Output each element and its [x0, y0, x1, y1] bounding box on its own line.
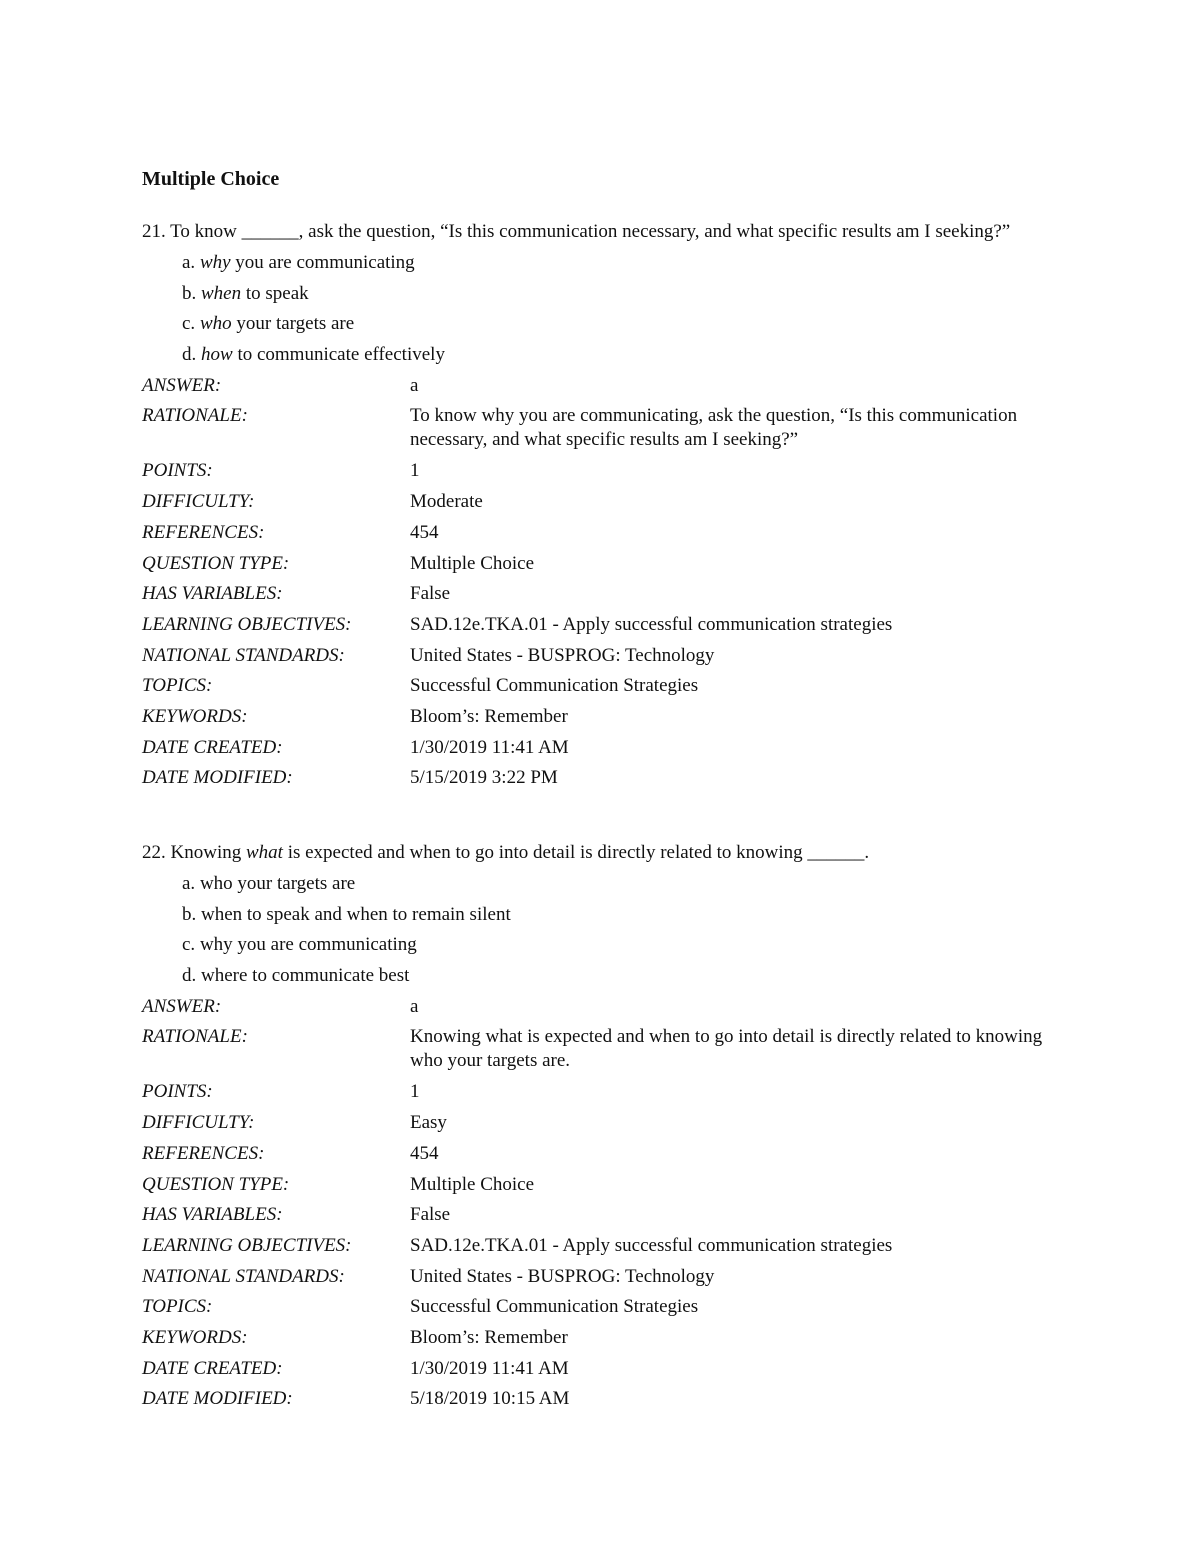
option-letter: c.: [182, 934, 200, 956]
meta-value: Multiple Choice: [410, 1173, 535, 1195]
option-letter: a.: [182, 252, 200, 273]
meta-label: RATIONALE:: [142, 1026, 248, 1048]
meta-rationale: [142, 401, 1062, 456]
meta-label: DATE CREATED:: [142, 1357, 283, 1379]
meta-label: DATE MODIFIED:: [142, 1388, 293, 1410]
meta-date-modified: [142, 1384, 1062, 1415]
option-emphasis: how: [201, 344, 233, 366]
stem-emphasis: what: [245, 842, 283, 863]
meta-value: 1: [410, 460, 420, 482]
meta-points: [142, 456, 1062, 487]
meta-label: QUESTION TYPE:: [142, 552, 290, 574]
option-a: [142, 869, 1062, 900]
meta-value: 5/18/2019 10:15 AM: [410, 1388, 570, 1410]
option-text: you are communicating: [230, 252, 415, 273]
meta-points: [142, 1077, 1062, 1108]
option-text: where to communicate best: [201, 965, 410, 987]
meta-question-type: [142, 549, 1062, 580]
meta-value: a: [410, 374, 419, 396]
option-b: [142, 900, 1062, 931]
meta-answer: [142, 371, 1062, 402]
meta-value: 1/30/2019 11:41 AM: [410, 736, 569, 758]
option-emphasis: why: [199, 252, 231, 273]
option-a: [142, 248, 1062, 279]
option-emphasis: who: [199, 313, 232, 335]
meta-label: HAS VARIABLES:: [142, 583, 283, 605]
meta-national-standards: [142, 641, 1062, 672]
meta-label: ANSWER:: [142, 995, 222, 1017]
option-letter: b.: [182, 903, 201, 925]
meta-label: NATIONAL STANDARDS:: [142, 644, 345, 666]
meta-learning-objectives: [142, 1231, 1062, 1262]
meta-value: False: [410, 583, 451, 605]
meta-references: [142, 518, 1062, 549]
question-21: [142, 220, 1062, 794]
meta-value: a: [410, 995, 419, 1017]
question-metadata: [142, 371, 1062, 794]
option-letter: d.: [182, 965, 201, 987]
meta-value: 454: [410, 1142, 439, 1164]
meta-difficulty: [142, 1108, 1062, 1139]
meta-national-standards: [142, 1262, 1062, 1293]
meta-value: United States - BUSPROG: Technology: [410, 644, 715, 666]
meta-topics: [142, 671, 1062, 702]
meta-value: Easy: [410, 1112, 447, 1134]
meta-keywords: [142, 1323, 1062, 1354]
option-text: your targets are: [231, 313, 355, 335]
meta-date-created: [142, 1354, 1062, 1385]
meta-label: QUESTION TYPE:: [142, 1173, 290, 1195]
meta-question-type: [142, 1170, 1062, 1201]
option-c: [142, 309, 1062, 340]
option-emphasis: when: [201, 282, 242, 304]
meta-value: SAD.12e.TKA.01 - Apply successful communication strategies: [410, 1234, 893, 1256]
option-c: [142, 930, 1062, 961]
meta-label: TOPICS:: [142, 675, 213, 697]
option-letter: d.: [182, 344, 201, 366]
meta-has-variables: [142, 579, 1062, 610]
meta-label: HAS VARIABLES:: [142, 1204, 283, 1226]
option-letter: c.: [182, 313, 200, 335]
section-title: Multiple Choice: [142, 168, 280, 190]
answer-options: [142, 869, 1062, 992]
meta-label: TOPICS:: [142, 1296, 213, 1318]
option-d: [142, 340, 1062, 371]
meta-value: To know why you are communicating, ask the question, “Is this communication necessary, and what specific results am I seeking?”: [410, 405, 1018, 451]
question-metadata: [142, 992, 1062, 1415]
meta-value: Bloom’s: Remember: [410, 1326, 568, 1348]
meta-value: Multiple Choice: [410, 552, 535, 574]
answer-options: [142, 248, 1062, 371]
option-text: to speak: [241, 282, 309, 304]
meta-label: LEARNING OBJECTIVES:: [142, 1234, 352, 1256]
meta-references: [142, 1139, 1062, 1170]
option-letter: b.: [182, 282, 201, 304]
meta-date-created: [142, 733, 1062, 764]
option-text: when to speak and when to remain silent: [201, 903, 511, 925]
meta-topics: [142, 1292, 1062, 1323]
meta-label: DATE MODIFIED:: [142, 767, 293, 789]
option-text: who your targets are: [199, 873, 356, 894]
stem-text: 21. To know ______, ask the question, “Is this communication necessary, and what specific results am I seeking?”: [142, 221, 1011, 242]
meta-answer: [142, 992, 1062, 1023]
meta-has-variables: [142, 1200, 1062, 1231]
meta-value: False: [410, 1204, 451, 1226]
meta-value: 5/15/2019 3:22 PM: [410, 767, 558, 789]
question-22: [142, 841, 1062, 1415]
meta-label: DATE CREATED:: [142, 736, 283, 758]
meta-label: LEARNING OBJECTIVES:: [142, 613, 352, 635]
meta-rationale: [142, 1022, 1062, 1077]
meta-label: POINTS:: [142, 1081, 213, 1103]
meta-label: REFERENCES:: [142, 521, 265, 543]
meta-label: DIFFICULTY:: [142, 491, 255, 513]
stem-text: 22. Knowing: [142, 842, 246, 863]
meta-value: Successful Communication Strategies: [410, 675, 699, 697]
meta-value: Bloom’s: Remember: [410, 705, 568, 727]
meta-label: REFERENCES:: [142, 1142, 265, 1164]
meta-date-modified: [142, 763, 1062, 794]
question-stem: [142, 841, 1062, 865]
option-d: [142, 961, 1062, 992]
option-text: to communicate effectively: [232, 344, 445, 366]
meta-value: Successful Communication Strategies: [410, 1296, 699, 1318]
stem-text: is expected and when to go into detail is directly related to knowing ______.: [282, 842, 870, 863]
meta-label: NATIONAL STANDARDS:: [142, 1265, 345, 1287]
meta-value: Knowing what is expected and when to go into detail is directly related to knowing who your targets are.: [410, 1026, 1043, 1072]
meta-value: Moderate: [410, 491, 483, 513]
meta-label: ANSWER:: [142, 374, 222, 396]
question-stem: [142, 220, 1062, 244]
meta-value: 454: [410, 521, 439, 543]
meta-label: POINTS:: [142, 460, 213, 482]
meta-label: KEYWORDS:: [142, 1326, 248, 1348]
meta-value: 1: [410, 1081, 420, 1103]
meta-value: 1/30/2019 11:41 AM: [410, 1357, 569, 1379]
meta-difficulty: [142, 487, 1062, 518]
meta-learning-objectives: [142, 610, 1062, 641]
option-letter: a.: [182, 873, 200, 894]
meta-value: United States - BUSPROG: Technology: [410, 1265, 715, 1287]
option-b: [142, 279, 1062, 310]
meta-label: RATIONALE:: [142, 405, 248, 427]
meta-value: SAD.12e.TKA.01 - Apply successful communication strategies: [410, 613, 893, 635]
option-text: why you are communicating: [199, 934, 417, 956]
meta-keywords: [142, 702, 1062, 733]
meta-label: DIFFICULTY:: [142, 1112, 255, 1134]
meta-label: KEYWORDS:: [142, 705, 248, 727]
